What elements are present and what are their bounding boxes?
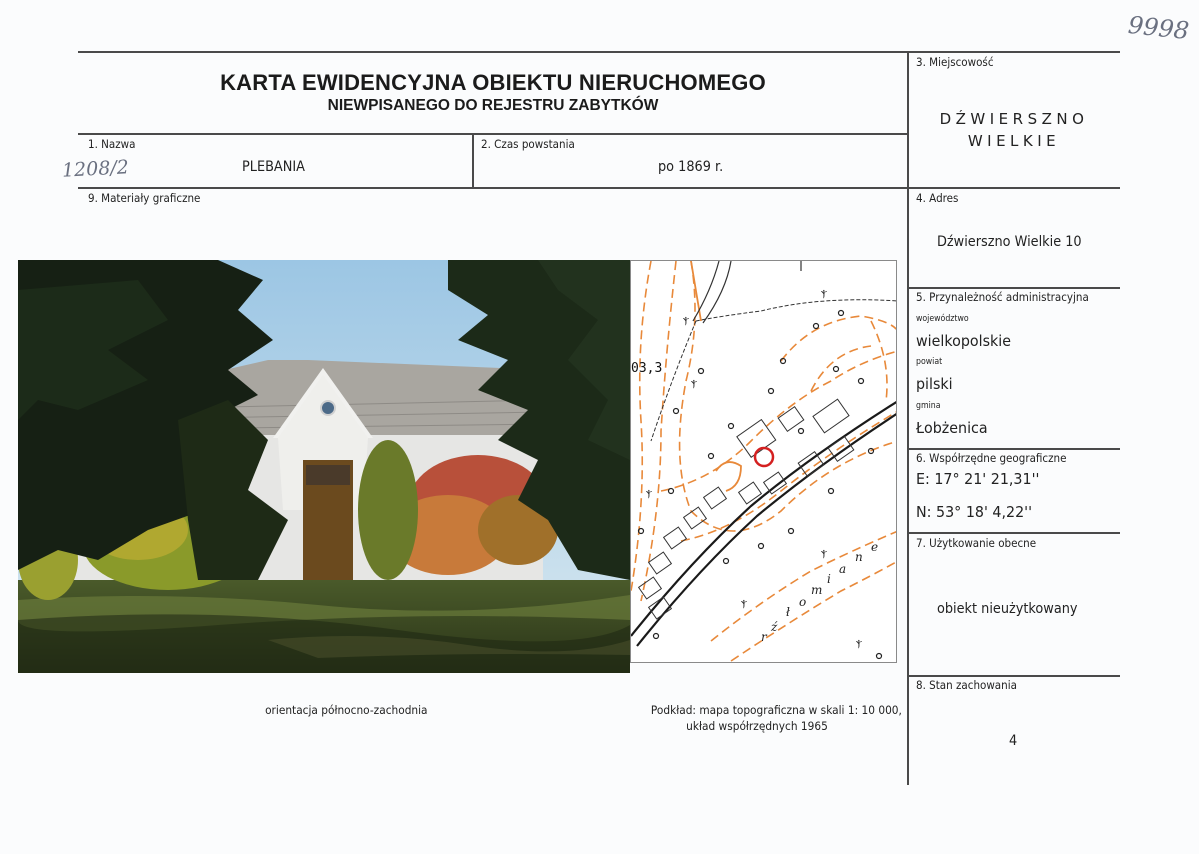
svg-text:r: r <box>761 630 767 644</box>
row-divider-2 <box>78 187 1120 189</box>
field-label-przynaleznosc: 5. Przynależność administracyjna <box>916 290 1089 304</box>
svg-text:ⲯ: ⲯ <box>683 313 689 326</box>
topographic-map <box>630 260 897 663</box>
svg-text:ⲯ: ⲯ <box>691 376 697 389</box>
svg-text:ⲯ: ⲯ <box>821 286 827 299</box>
value-gmina: Łobżenica <box>916 419 988 437</box>
document-title: KARTA EWIDENCYJNA OBIEKTU NIERUCHOMEGO <box>220 70 766 95</box>
svg-text:e: e <box>871 540 879 554</box>
building-photo <box>18 260 630 673</box>
map-elevation-label: 03,3 <box>631 361 663 376</box>
value-wojewodztwo: wielkopolskie <box>916 332 1012 350</box>
top-border <box>78 51 1120 53</box>
right-divider-usage <box>908 532 1120 534</box>
right-divider-coords <box>908 448 1120 450</box>
svg-text:ⲯ: ⲯ <box>646 486 652 499</box>
row-divider-1 <box>78 133 908 135</box>
field-label-czas-powstania: 2. Czas powstania <box>481 137 575 151</box>
svg-text:m: m <box>811 583 823 597</box>
field-value-czas-powstania: po 1869 r. <box>658 159 724 175</box>
svg-text:ⲯ: ⲯ <box>821 546 827 559</box>
svg-text:i: i <box>827 572 831 586</box>
svg-text:a: a <box>839 562 847 576</box>
document-subtitle: NIEWPISANEGO DO REJESTRU ZABYTKÓW <box>327 97 659 114</box>
value-coordinate-north: N: 53° 18' 4,22'' <box>916 503 1033 521</box>
value-coordinate-east: E: 17° 21' 21,31'' <box>916 470 1040 488</box>
field-value-nazwa: PLEBANIA <box>242 159 305 175</box>
field-label-miejscowosc: 3. Miejscowość <box>916 55 994 69</box>
field-label-stan-zachowania: 8. Stan zachowania <box>916 678 1017 692</box>
sublabel-gmina: gmina <box>916 401 941 411</box>
map-caption-line1: Podkład: mapa topograficzna w skali 1: 10 000, <box>650 703 902 717</box>
field-label-materialy: 9. Materiały graficzne <box>88 191 201 205</box>
photo-caption: orientacja północno-zachodnia <box>265 703 428 717</box>
svg-text:ł: ł <box>786 605 790 619</box>
field-label-adres: 4. Adres <box>916 191 959 205</box>
field-label-wspolrzedne: 6. Współrzędne geograficzne <box>916 451 1067 465</box>
field-value-stan-zachowania: 4 <box>1009 733 1018 749</box>
field-label-nazwa: 1. Nazwa <box>88 137 136 151</box>
field-label-uzytkowanie: 7. Użytkowanie obecne <box>916 536 1037 550</box>
field-value-miejscowosc-line2: WIELKIE <box>967 132 1061 150</box>
svg-text:o: o <box>799 595 807 609</box>
field-value-uzytkowanie: obiekt nieużytkowany <box>937 601 1078 617</box>
svg-text:ⲯ: ⲯ <box>856 636 862 649</box>
svg-text:ⲯ: ⲯ <box>741 596 747 609</box>
name-date-divider <box>472 133 474 188</box>
sublabel-powiat: powiat <box>916 357 943 367</box>
archive-number: 9998 <box>1126 10 1191 46</box>
svg-text:ź: ź <box>771 620 778 634</box>
right-divider-state <box>908 675 1120 677</box>
field-value-miejscowosc-line1: DŹWIERSZNO <box>939 110 1089 128</box>
svg-text:n: n <box>855 550 863 564</box>
sublabel-wojewodztwo: województwo <box>916 314 969 324</box>
map-caption-line2: układ współrzędnych 1965 <box>686 719 828 733</box>
field-value-adres: Dźwierszno Wielkie 10 <box>937 234 1082 250</box>
right-divider-adres <box>908 287 1120 289</box>
handwritten-reference: 1208/2 <box>61 156 130 182</box>
value-powiat: pilski <box>916 375 953 393</box>
